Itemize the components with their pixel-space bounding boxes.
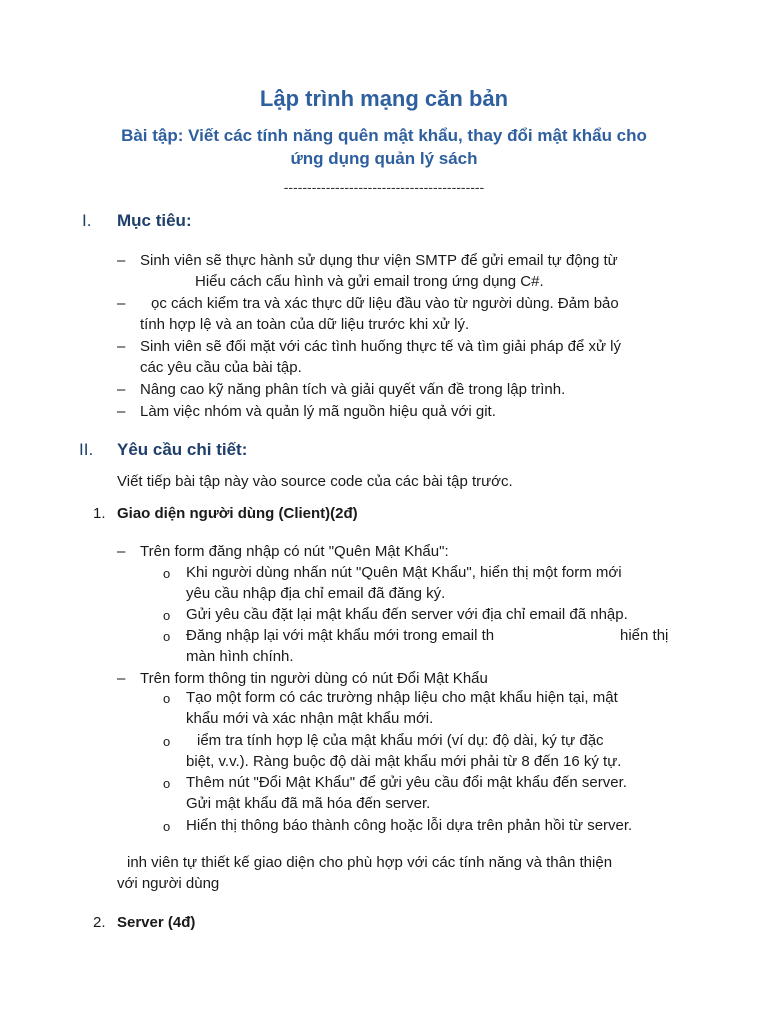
circle-bullet: o xyxy=(163,734,171,749)
list-item: Nâng cao kỹ năng phân tích và giải quyết vấn đề trong lập trình. xyxy=(140,381,566,398)
item-title-client-ui: Giao diện người dùng (Client)(2đ) xyxy=(117,505,358,522)
circle-bullet: o xyxy=(163,608,171,623)
intro-text: Viết tiếp bài tập này vào source code của các bài tập trước. xyxy=(117,473,513,490)
section-number: I. xyxy=(82,211,92,230)
circle-bullet: o xyxy=(163,629,171,644)
dash-bullet: – xyxy=(117,403,126,420)
circle-bullet: o xyxy=(163,819,171,834)
section-heading-objectives xyxy=(82,211,682,233)
list-item: ọc cách kiểm tra và xác thực dữ liệu đầu vào từ người dùng. Đảm bảo xyxy=(151,295,619,312)
list-item: Hiểu cách cấu hình và gửi email trong ứng dụng C#. xyxy=(195,273,544,290)
section-heading-requirements xyxy=(79,440,679,462)
list-item: Làm việc nhóm và quản lý mã nguồn hiệu quả với git. xyxy=(140,403,496,420)
sub-item-login-form: Trên form đăng nhập có nút "Quên Mật Khẩu": xyxy=(140,543,449,560)
list-item: biệt, v.v.). Ràng buộc độ dài mật khẩu mới phải từ 8 đến 16 ký tự. xyxy=(186,753,622,770)
list-item: Gửi yêu cầu đặt lại mật khẩu đến server với địa chỉ email đã nhập. xyxy=(186,606,628,623)
list-item: Thêm nút "Đổi Mật Khẩu" để gửi yêu cầu đổi mật khẩu đến server. xyxy=(186,774,627,791)
circle-bullet: o xyxy=(163,566,171,581)
list-item: Đăng nhập lại với mật khẩu mới trong email th xyxy=(186,627,495,644)
list-item: yêu cầu nhập địa chỉ email đã đăng ký. xyxy=(186,585,446,602)
dash-bullet: – xyxy=(117,338,126,355)
note-text: inh viên tự thiết kế giao diện cho phù hợp với các tính năng và thân thiện xyxy=(127,854,613,871)
list-item: Gửi mật khẩu đã mã hóa đến server. xyxy=(186,795,431,812)
note-text: với người dùng xyxy=(117,875,220,892)
list-item: Khi người dùng nhấn nút "Quên Mật Khẩu", hiển thị một form mới xyxy=(186,564,622,581)
list-item: Sinh viên sẽ đối mặt với các tình huống thực tế và tìm giải pháp để xử lý xyxy=(140,338,622,355)
subtitle-line: ứng dụng quản lý sách xyxy=(290,149,478,168)
section-title: Yêu cầu chi tiết: xyxy=(117,440,248,459)
dash-bullet: – xyxy=(117,670,126,687)
section-title: Mục tiêu: xyxy=(117,211,192,230)
circle-bullet: o xyxy=(163,776,171,791)
section-number: II. xyxy=(79,440,94,459)
list-item: Hiển thị thông báo thành công hoặc lỗi dựa trên phản hồi từ server. xyxy=(186,817,633,834)
list-item: Sinh viên sẽ thực hành sử dụng thư viện SMTP để gửi email tự động từ xyxy=(140,252,618,269)
divider: ------------------------------------------- xyxy=(283,179,485,195)
dash-bullet: – xyxy=(117,295,126,312)
document-subtitle xyxy=(84,124,684,170)
item-number: 2. xyxy=(93,914,106,931)
dash-bullet: – xyxy=(117,543,126,560)
item-number: 1. xyxy=(93,505,106,522)
list-item: tính hợp lệ và an toàn của dữ liệu trước khi xử lý. xyxy=(140,316,470,333)
list-item: Tạo một form có các trường nhập liệu cho mật khẩu hiện tại, mật xyxy=(186,689,618,706)
list-item: màn hình chính. xyxy=(186,648,294,665)
circle-bullet: o xyxy=(163,691,171,706)
dash-bullet: – xyxy=(117,381,126,398)
subtitle-line: Bài tập: Viết các tính năng quên mật khẩu, thay đổi mật khẩu cho xyxy=(121,126,647,145)
sub-item-profile-form: Trên form thông tin người dùng có nút Đổi Mật Khẩu xyxy=(140,670,488,687)
list-item: các yêu cầu của bài tập. xyxy=(140,359,302,376)
list-item: iểm tra tính hợp lệ của mật khẩu mới (ví dụ: độ dài, ký tự đặc xyxy=(197,732,604,749)
item-title-server: Server (4đ) xyxy=(117,914,196,931)
list-item: hiển thị xyxy=(620,627,669,644)
document-title: Lập trình mạng căn bản xyxy=(259,86,509,111)
list-item: khẩu mới và xác nhận mật khẩu mới. xyxy=(186,710,434,727)
dash-bullet: – xyxy=(117,252,126,269)
